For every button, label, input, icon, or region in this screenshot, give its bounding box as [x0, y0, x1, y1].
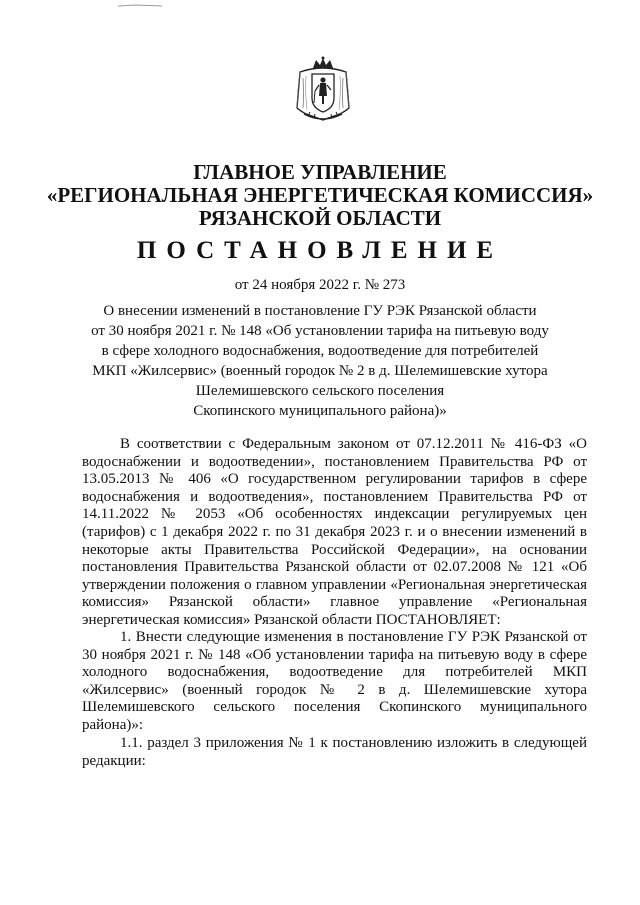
subject-line-6: Скопинского муниципального района)»: [193, 403, 447, 419]
coat-of-arms-emblem: [294, 56, 352, 122]
subject-line-4: МКП «Жилсервис» (военный городок № 2 в д. Шелемишевские хутора: [92, 363, 548, 379]
agency-header-line-3: РЯЗАНСКОЙ ОБЛАСТИ: [198, 206, 442, 230]
subject-line-2: от 30 ноября 2021 г. № 148 «Об установлении тарифа на питьевую воду: [91, 323, 549, 339]
preamble-paragraph: В соответствии с Федеральным законом от 07.12.2011 № 416-ФЗ «О водоснабжении и водоотведении», постановлением Правительства РФ от 13.05.2013 № 406 «О государственном регулировании тарифов в сфере водоснабжения и водоотведения», постановлением Правительства РФ от 14.11.2022 № 2053 «Об особенностях индексации регулируемых цен (тарифов) с 1 декабря 2022 г. по 31 декабря 2023 г. и о внесении изменений в некоторые акты Правительства Российской Федерации», на основании постановления Правительства Рязанской области от 02.07.2008 № 121 «Об утверждении положения о главном управлении «Региональная энергетическая комиссия» Рязанской области» главное управление «Региональная энергетическая комиссия» Рязанской области ПОСТАНОВЛЯЕТ:: [82, 436, 587, 628]
subject-line-3: в сфере холодного водоснабжения, водоотведение для потребителей: [101, 343, 539, 359]
agency-header-line-2: «РЕГИОНАЛЬНАЯ ЭНЕРГЕТИЧЕСКАЯ КОМИССИЯ»: [46, 183, 594, 207]
document-date-number: от 24 ноября 2022 г. № 273: [234, 277, 406, 293]
document-title: ПОСТАНОВЛЕНИЕ: [136, 237, 504, 264]
scan-mark: [116, 2, 164, 8]
item-1-paragraph: 1. Внести следующие изменения в постановление ГУ РЭК Рязанской от 30 ноября 2021 г. № 148 «Об установлении тарифа на питьевую воду в сфере холодного водоснабжения, водоотведение для потребителей МКП «Жилсервис» (военный городок № 2 в д. Шелемишевские хутора Шелемишевского сельского поселения Скопинского муниципального района)»:: [82, 629, 587, 733]
agency-header-line-1: ГЛАВНОЕ УПРАВЛЕНИЕ: [193, 160, 447, 184]
subject-line-5: Шелемишевского сельского поселения: [195, 383, 445, 399]
subject-line-1: О внесении изменений в постановление ГУ РЭК Рязанской области: [103, 303, 537, 319]
item-1-1-paragraph: 1.1. раздел 3 приложения № 1 к постановлению изложить в следующей редакции:: [82, 735, 587, 769]
